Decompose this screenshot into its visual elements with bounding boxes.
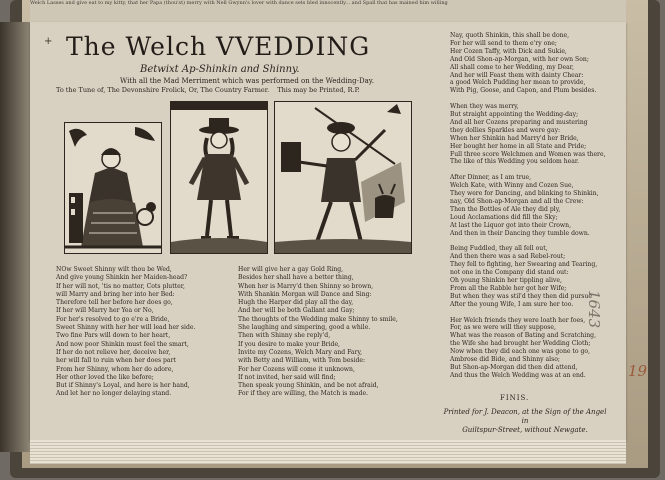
verse-line: Then with Shinny she reply'd, — [238, 332, 331, 340]
verse-line: they dollies Sparkles and were gay: — [450, 126, 561, 134]
tune-line — [56, 86, 416, 94]
verse-line: If not invited, her said will find; — [238, 373, 336, 381]
verse-line: Ambrose did Bide, and Shinny also; — [450, 356, 560, 364]
verse-column-left — [56, 266, 195, 399]
verse-line: Her Welch friends they were loath her foes, — [450, 316, 586, 324]
verse-line: And her will be both Gallant and Gay; — [238, 307, 355, 315]
verse-line: At last the Liquor got into their Crown, — [450, 221, 572, 229]
verse-line: Being Fuddled, they all fell out, — [450, 245, 548, 253]
verse-line: a good Welch Pudding her mean to provide, — [450, 79, 586, 87]
verse-line — [450, 309, 606, 317]
verse-line: Hugh the Harper did play all the day, — [238, 299, 354, 307]
verse-line: Welch Kate, with Winny and Cozen Sue, — [450, 182, 574, 190]
woodcut-gentleman — [170, 101, 268, 254]
verse-line: From all the Rabble her got her Wife; — [450, 284, 567, 292]
tune-text: To the Tune of, The Devonshire Frolick, Or, The Country Farmer. — [56, 86, 270, 94]
imprint-line: Guiltspur-Street, without Newgate. — [462, 426, 588, 434]
verse-line: And Old Shon-ap-Morgan, with her own Son; — [450, 55, 589, 63]
verse-column-right — [450, 32, 606, 380]
verse-line: And now poor Shinkin must feel the smart, — [56, 340, 189, 348]
verse-line: Loud Acclamations did fill the Sky; — [450, 213, 558, 221]
verse-line: And give young Shinkin her Maiden-head? — [56, 274, 188, 282]
verse-line: With Pig, Goose, and Capon, and Plum besides. — [450, 87, 597, 95]
verse-column-middle — [238, 266, 398, 399]
page-edges — [30, 440, 626, 464]
verse-line: What was the reason of Bating and Scratching, — [450, 332, 597, 340]
woodcut-lady — [64, 122, 162, 254]
verse-line: Full three score Welchmen and Women was there, — [450, 150, 606, 158]
book-gutter — [0, 22, 30, 452]
verse-line: Now when they did each one was gone to go, — [450, 348, 590, 356]
verse-line: her will fall to ruin when her does part — [56, 357, 176, 365]
verse-line: Nay, quoth Shinkin, this shall be done, — [450, 32, 570, 39]
verse-line: For, as we were will they suppose, — [450, 324, 556, 332]
ballad-sheet — [30, 22, 626, 440]
verse-line: And let her no longer delaying stand. — [56, 390, 172, 398]
verse-line: They were for Dancing, and blinking to Shinkin, — [450, 190, 599, 198]
verse-line: Her Cozen Taffy, with Dick and Sukie, — [450, 47, 567, 55]
verse-line: Sweet Shinny with her her will lead her side. — [56, 324, 196, 332]
verse-line: Her will give her a gay Gold Ring, — [238, 266, 344, 273]
verse-line — [450, 238, 606, 246]
verse-line: If her will Marry her Yea or No, — [56, 307, 154, 315]
verse-line: And her will Feast them with dainty Chear: — [450, 71, 584, 79]
verse-line: the Wife she had brought her Wedding Cloth; — [450, 340, 591, 348]
margin-mark: + — [44, 36, 53, 47]
verse-line: nay, Old Shon-ap-Morgan and all the Crew: — [450, 198, 584, 205]
verse-line: Her other loved the like before; — [56, 373, 154, 381]
verse-line: NOw Sweet Shinny wilt thou be Wed, — [56, 266, 172, 273]
previous-sheet-strip: Welch Lasses and give eat to my kitty, that her Papa (thou'st) merry with Nell Gwynn's lover with dance sets bled innocently... and Spall that has mained him willing — [30, 0, 626, 22]
woodcut-lady-image — [65, 123, 161, 253]
verse-line: After Dinner, as I am true, — [450, 174, 532, 182]
verse-line: with Betty and William, with Tom beside: — [238, 357, 366, 365]
verse-line: And then there was a sad Rebel-rout; — [450, 253, 566, 261]
verse-line: If her do not relieve her, deceive her, — [56, 348, 171, 356]
verse-line: If her will not, 'tis no matter, Cots plutter, — [56, 282, 185, 290]
verse-line: But Shon-ap-Morgan did then did attend, — [450, 364, 578, 371]
verse-line: Therefore tell her before her does go, — [56, 299, 173, 307]
verse-line — [450, 95, 606, 103]
verse-line: All shall come to her Wedding, my Dear, — [450, 63, 574, 71]
ballad-title: The Welch VVEDDING — [66, 32, 371, 61]
woodcut-welshman — [274, 101, 412, 254]
verse-line: Then speak young Shinkin, and be not afraid, — [238, 382, 379, 390]
verse-line: But if Shinny's Loyal, and here is her hand, — [56, 382, 190, 390]
verse-line: She laughing and simpering, good a while. — [238, 324, 371, 332]
woodcut-welshman-image — [275, 102, 411, 253]
imprint-line: Printed for J. Deacon, at the Sign of the Angel in — [443, 408, 607, 425]
verse-line: From her Shinny, whom her do adore, — [56, 365, 174, 373]
verse-line: Two fine Pars will down to her heart, — [56, 332, 171, 340]
verse-line: Invite my Cozens, Welch Mary and Fary, — [238, 348, 363, 356]
verse-line: If you desire to make your Bride, — [238, 340, 340, 348]
verse-line: will Marry and bring her into her Bed: — [56, 290, 175, 298]
subtitle-line: With all the Mad Merriment which was performed on the Wedding-Day. — [120, 77, 375, 85]
ballad-subtitle: Betwixt Ap-Shinkin and Shinny. — [140, 64, 300, 75]
verse-line: With Shankin Morgan will Dance and Sing: — [238, 290, 372, 298]
verse-line: And then in their Dancing they tumble down. — [450, 229, 590, 237]
verse-line: When they was merry, — [450, 103, 519, 111]
verse-line: They fell to fighting, her Swearing and Tearing, — [450, 261, 598, 269]
verse-line: Besides her shall have a better thing, — [238, 274, 354, 282]
verse-line: After the young Wife, I am sure her too. — [450, 300, 574, 308]
verse-line: For her's resolved to go e're a Bride, — [56, 315, 170, 323]
verse-line: And all her Cozens preparing and mustering — [450, 118, 588, 126]
corner-folio-number: 19 — [628, 362, 648, 380]
imprint — [440, 408, 610, 435]
license-text: This may be Printed, R.P. — [277, 86, 360, 94]
verse-line: not one in the Company did stand out: — [450, 269, 569, 277]
verse-line: For her Cozens will come it unknown, — [238, 365, 355, 373]
verse-line — [450, 166, 606, 174]
verse-line: Then the Bottles of Ale they did ply, — [450, 205, 561, 213]
verse-line: But straight appointing the Wedding-day; — [450, 111, 579, 119]
woodcut-gentleman-image — [171, 102, 267, 253]
verse-line: Her bought her home in all State and Pride; — [450, 142, 587, 150]
verse-line: Oh young Shinkin her tippling alive, — [450, 277, 562, 285]
pencil-annotation: 1643 — [585, 290, 603, 329]
verse-line: And thus the Welch Wedding was at an end. — [450, 371, 586, 379]
verse-line: For if they are willing, the Match is made. — [238, 390, 369, 398]
verse-line: But when they was stil'd they then did pursue — [450, 292, 592, 300]
verse-line: When her is Marry'd then Shinny so brown, — [238, 282, 374, 290]
verse-line: When her Shinkin had Marry'd her Bride, — [450, 134, 579, 142]
verse-line: For her will send to them e'ry one; — [450, 39, 557, 47]
verse-line: The thoughts of the Wedding make Shinny to smile, — [238, 315, 398, 323]
verse-line: The like of this Wedding you seldom hear. — [450, 158, 580, 166]
finis-mark: FINIS. — [500, 394, 530, 402]
